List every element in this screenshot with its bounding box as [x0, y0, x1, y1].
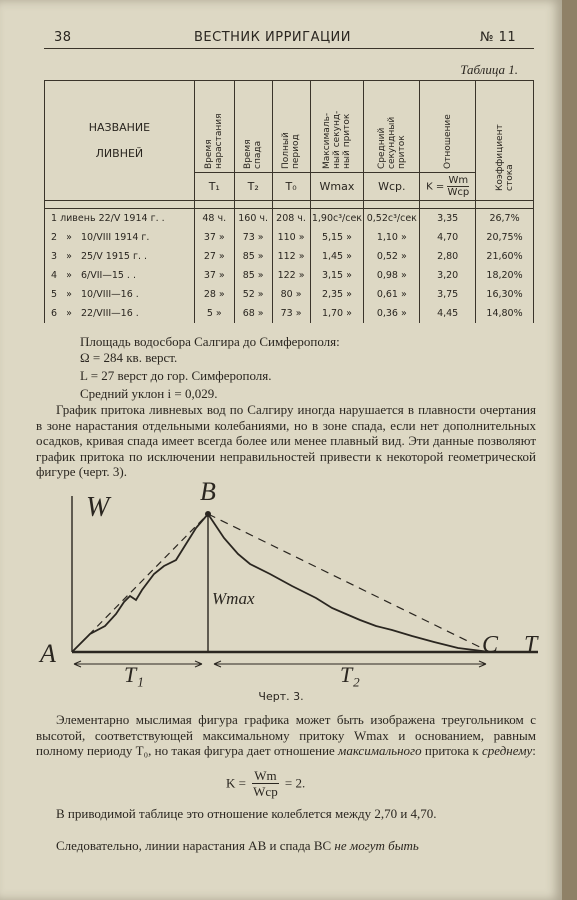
page-header [44, 28, 534, 48]
cell-t1: 27 » [194, 247, 234, 266]
cell-t1: 28 » [194, 285, 234, 304]
label-a: A [40, 639, 56, 668]
fall-dashed [208, 514, 490, 652]
table-header-row [45, 81, 534, 173]
table-row [45, 247, 534, 266]
table-row [45, 266, 534, 285]
cell-t2: 160 ч. [234, 209, 272, 228]
sym-ratio: K = Wm Wср [420, 173, 476, 201]
cell-t2: 52 » [234, 285, 272, 304]
page-number: 38 [54, 30, 72, 45]
cell-wcp: 0,36 » [364, 304, 420, 323]
cell-wcp: 1,10 » [364, 228, 420, 247]
cell-name: 4 » 6/VII—15 . . [45, 266, 195, 285]
issue-number: № 11 [480, 30, 517, 45]
area-line-2: Ω = 284 кв. верст. [80, 350, 178, 365]
cell-name: 2 » 10/VIII 1914 г. [45, 228, 195, 247]
header-t0: Полный период [272, 81, 310, 173]
cell-coef: 18,20% [476, 266, 534, 285]
header-coef: Коэффициент стока [476, 81, 534, 201]
cell-t1: 37 » [194, 228, 234, 247]
area-line-1: Площадь водосбора Салгира до Симферополя: [80, 334, 340, 349]
label-t: T [524, 632, 538, 658]
cell-wcp: 0,52с³/сек [364, 209, 420, 228]
sym-t0: T₀ [272, 173, 310, 201]
header-t2: Время спада [234, 81, 272, 173]
length-line: L = 27 верст до гор. Симферополя. [80, 368, 272, 383]
paragraph-3: В приводимой таблице это отношение колеблется между 2,70 и 4,70. [56, 806, 437, 821]
cell-k: 3,75 [420, 285, 476, 304]
label-wmax: Wmax [212, 589, 255, 608]
cell-wcp: 0,52 » [364, 247, 420, 266]
table-row [45, 285, 534, 304]
header-ratio: Отношение [420, 81, 476, 173]
cell-wmax: 1,45 » [310, 247, 364, 266]
paragraph-1: График притока ливневых вод по Салгиру иногда нарушается в плавности очертания в зоне нарастания отдельными колебаниями, но в зоне спада, если нет дополнительных осадков, кривая спада имеет всегда более или менее плавный вид. Эти данные позволяют график притока по исключении неправильностей привести к некоторой геометрической фигуре (черт. 3). [36, 402, 536, 479]
table-body [45, 209, 534, 323]
table-spacer [45, 201, 534, 209]
cell-name: 3 » 25/V 1915 г. . [45, 247, 195, 266]
figure-caption: Черт. 3. [258, 690, 304, 703]
cell-t0: 112 » [272, 247, 310, 266]
label-w: W [86, 492, 110, 523]
paragraph-2: Элементарно мыслимая фигура графика может быть изображена треугольником с высотой, соответствующей максимальному притоку Wmax и основанием, равным полному периоду T₀, но такая фигура дает отношение максимального притока к среднему: [36, 712, 536, 758]
header-rule [44, 48, 534, 49]
cell-wmax: 1,90с³/сек [310, 209, 364, 228]
cell-coef: 26,7% [476, 209, 534, 228]
cell-wcp: 0,98 » [364, 266, 420, 285]
header-name: НАЗВАНИЕ ЛИВНЕЙ [45, 81, 195, 201]
header-wmax: Максималь- ный секунд- ный приток [310, 81, 364, 173]
page-edge [562, 0, 577, 900]
point-b [205, 511, 211, 517]
cell-wmax: 3,15 » [310, 266, 364, 285]
sym-wmax: Wmax [310, 173, 364, 201]
cell-t0: 110 » [272, 228, 310, 247]
cell-coef: 20,75% [476, 228, 534, 247]
cell-coef: 14,80% [476, 304, 534, 323]
label-t2: T₂ [340, 662, 360, 687]
cell-wmax: 2,35 » [310, 285, 364, 304]
label-c: C [482, 632, 499, 658]
table-row [45, 209, 534, 228]
cell-t0: 80 » [272, 285, 310, 304]
header-wcp: Средний секундный приток [364, 81, 420, 173]
cell-k: 4,70 [420, 228, 476, 247]
cell-name: 1 ливень 22/V 1914 г. . [45, 209, 195, 228]
cell-name: 6 » 22/VIII—16 . [45, 304, 195, 323]
sym-t1: T₁ [194, 173, 234, 201]
rise-dashed [72, 514, 208, 652]
cell-t2: 68 » [234, 304, 272, 323]
cell-coef: 21,60% [476, 247, 534, 266]
cell-k: 2,80 [420, 247, 476, 266]
sym-t2: T₂ [234, 173, 272, 201]
cell-t1: 48 ч. [194, 209, 234, 228]
cell-k: 3,35 [420, 209, 476, 228]
header-t1: Время нарастания [194, 81, 234, 173]
paragraph-4: Следовательно, линии нарастания AB и спада BC не могут быть [56, 838, 419, 853]
table-row [45, 304, 534, 323]
rainfall-table [44, 80, 534, 323]
cell-coef: 16,30% [476, 285, 534, 304]
cell-wmax: 5,15 » [310, 228, 364, 247]
cell-wmax: 1,70 » [310, 304, 364, 323]
table-caption: Таблица 1. [460, 62, 518, 77]
cell-t2: 73 » [234, 228, 272, 247]
cell-t2: 85 » [234, 266, 272, 285]
cell-t0: 122 » [272, 266, 310, 285]
cell-t1: 37 » [194, 266, 234, 285]
cell-t2: 85 » [234, 247, 272, 266]
label-t1: T₁ [124, 662, 144, 687]
cell-k: 4,45 [420, 304, 476, 323]
label-b: B [200, 477, 216, 506]
cell-wcp: 0,61 » [364, 285, 420, 304]
journal-title: ВЕСТНИК ИРРИГАЦИИ [194, 30, 352, 45]
figure-3 [30, 474, 550, 690]
cell-k: 3,20 [420, 266, 476, 285]
ratio-formula: K = Wm Wср = 2. [226, 768, 306, 799]
table-row [45, 228, 534, 247]
cell-name: 5 » 10/VIII—16 . [45, 285, 195, 304]
cell-t1: 5 » [194, 304, 234, 323]
cell-t0: 73 » [272, 304, 310, 323]
slope-line: Средний уклон i = 0,029. [80, 386, 218, 401]
cell-t0: 208 ч. [272, 209, 310, 228]
sym-wcp: Wср. [364, 173, 420, 201]
